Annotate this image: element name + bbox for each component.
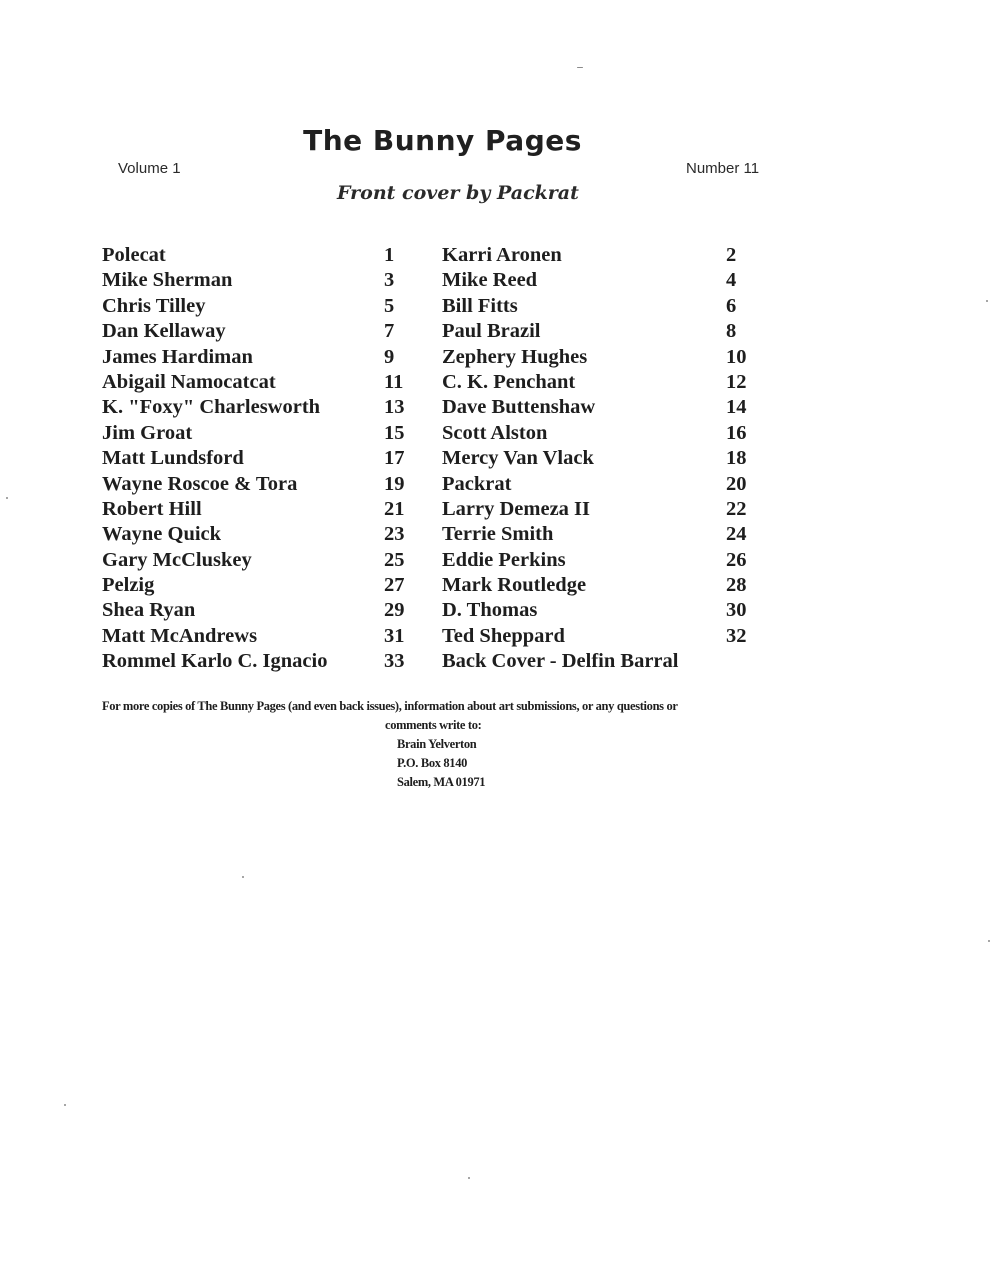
toc-entry-page: 19 <box>384 472 405 495</box>
toc-entry-name: K. "Foxy" Charlesworth <box>102 396 321 419</box>
toc-entry-page: 26 <box>726 548 747 571</box>
toc-entry-name: Matt Lundsford <box>102 447 244 470</box>
toc-entry-name: Dave Buttenshaw <box>442 396 596 419</box>
toc-entry-name: Paul Brazil <box>442 320 541 343</box>
toc-entry-name: Wayne Roscoe & Tora <box>102 472 298 495</box>
toc-entry-page: 31 <box>384 624 405 647</box>
toc-row <box>102 497 762 522</box>
toc-entry-name: Mercy Van Vlack <box>442 447 594 470</box>
toc-entry-page: 8 <box>726 320 737 343</box>
toc-entry-name: Mark Routledge <box>442 574 587 597</box>
toc-row <box>102 649 762 674</box>
contact-footer <box>102 697 792 792</box>
toc-entry-page: 21 <box>384 497 405 520</box>
scan-speck <box>986 300 988 302</box>
toc-entry-page: 9 <box>384 345 395 368</box>
toc-entry-name: Terrie Smith <box>442 523 554 546</box>
toc-entry-name: C. K. Penchant <box>442 370 576 393</box>
toc-row <box>102 243 762 268</box>
toc-entry-name: Mike Sherman <box>102 269 233 292</box>
toc-entry-page: 15 <box>384 421 405 444</box>
toc-entry-name: Dan Kellaway <box>102 320 226 343</box>
toc-entry-page: 3 <box>384 269 395 292</box>
toc-entry-name: Robert Hill <box>102 497 202 520</box>
scan-speck <box>6 497 8 499</box>
toc-entry-name: Packrat <box>442 472 512 495</box>
toc-entry-name: Rommel Karlo C. Ignacio <box>102 650 328 673</box>
toc-entry-name: Wayne Quick <box>102 523 222 546</box>
scan-speck <box>242 876 244 878</box>
toc-entry-page: 18 <box>726 447 747 470</box>
address-city: Salem, MA 01971 <box>397 775 486 789</box>
toc-row <box>102 294 762 319</box>
toc-entry-page: 1 <box>384 244 395 266</box>
toc-entry-name: Karri Aronen <box>442 244 562 266</box>
toc-entry-name: Jim Groat <box>102 421 193 444</box>
toc-row <box>102 319 762 344</box>
toc-entry-page: 5 <box>384 294 395 317</box>
toc-entry-page: 16 <box>726 421 747 444</box>
toc-entry-name: Pelzig <box>102 574 155 597</box>
toc-entry-name: Matt McAndrews <box>102 624 258 647</box>
table-of-contents <box>102 243 762 676</box>
toc-entry-name: Chris Tilley <box>102 294 206 317</box>
toc-entry-page: 33 <box>384 650 405 673</box>
toc-entry-page: 7 <box>384 320 395 343</box>
toc-entry-page: 25 <box>384 548 405 571</box>
toc-entry-name: James Hardiman <box>102 345 253 368</box>
toc-entry-page: 6 <box>726 294 737 317</box>
toc-entry-name: Gary McCluskey <box>102 548 252 571</box>
page-title: The Bunny Pages <box>303 124 582 157</box>
scan-speck <box>988 940 990 942</box>
toc-row <box>102 573 762 598</box>
toc-entry-name: Zephery Hughes <box>442 345 588 368</box>
footer-text: For more copies of The Bunny Pages (and even back issues), information about art submissions, or any questions or <box>102 699 678 713</box>
toc-entry-page: 2 <box>726 244 737 266</box>
toc-entry-name: Mike Reed <box>442 269 538 292</box>
toc-entry-page: 20 <box>726 472 747 495</box>
toc-row <box>102 370 762 395</box>
toc-entry-name: Ted Sheppard <box>442 624 565 647</box>
address-box: P.O. Box 8140 <box>397 756 467 770</box>
toc-row <box>102 548 762 573</box>
scan-speck <box>468 1177 470 1179</box>
toc-entry-page: 24 <box>726 523 747 546</box>
toc-entry-name: Abigail Namocatcat <box>102 370 276 393</box>
volume-label: Volume 1 <box>118 160 181 177</box>
toc-entry-name: Back Cover - Delfin Barral <box>442 650 679 673</box>
toc-row <box>102 421 762 446</box>
address-name: Brain Yelverton <box>397 737 477 751</box>
toc-entry-page: 13 <box>384 396 405 419</box>
toc-entry-name: Polecat <box>102 244 166 266</box>
toc-row <box>102 624 762 649</box>
toc-entry-page: 32 <box>726 624 747 647</box>
toc-row <box>102 345 762 370</box>
toc-entry-page: 23 <box>384 523 405 546</box>
toc-row <box>102 522 762 547</box>
scan-speck <box>577 67 583 68</box>
toc-row <box>102 395 762 420</box>
toc-row <box>102 268 762 293</box>
toc-entry-page: 28 <box>726 574 747 597</box>
issue-number: Number 11 <box>686 160 760 177</box>
toc-entry-name: Shea Ryan <box>102 599 196 622</box>
toc-entry-page: 27 <box>384 574 405 597</box>
toc-entry-page: 12 <box>726 370 747 393</box>
toc-entry-name: Bill Fitts <box>442 294 518 317</box>
toc-entry-name: Scott Alston <box>442 421 548 444</box>
toc-entry-page: 29 <box>384 599 405 622</box>
toc-entry-page: 11 <box>384 370 404 393</box>
toc-entry-name: D. Thomas <box>442 599 538 622</box>
toc-row <box>102 472 762 497</box>
toc-row <box>102 446 762 471</box>
toc-entry-page: 4 <box>726 269 737 292</box>
toc-entry-page: 14 <box>726 396 747 419</box>
toc-entry-name: Eddie Perkins <box>442 548 566 571</box>
toc-entry-name: Larry Demeza II <box>442 497 591 520</box>
footer-text: comments write to: <box>385 718 482 732</box>
scan-speck <box>64 1104 66 1106</box>
toc-entry-page: 10 <box>726 345 747 368</box>
toc-entry-page: 17 <box>384 447 405 470</box>
cover-credit: Front cover by Packrat <box>337 182 579 204</box>
toc-row <box>102 598 762 623</box>
toc-entry-page: 22 <box>726 497 747 520</box>
toc-entry-page: 30 <box>726 599 747 622</box>
